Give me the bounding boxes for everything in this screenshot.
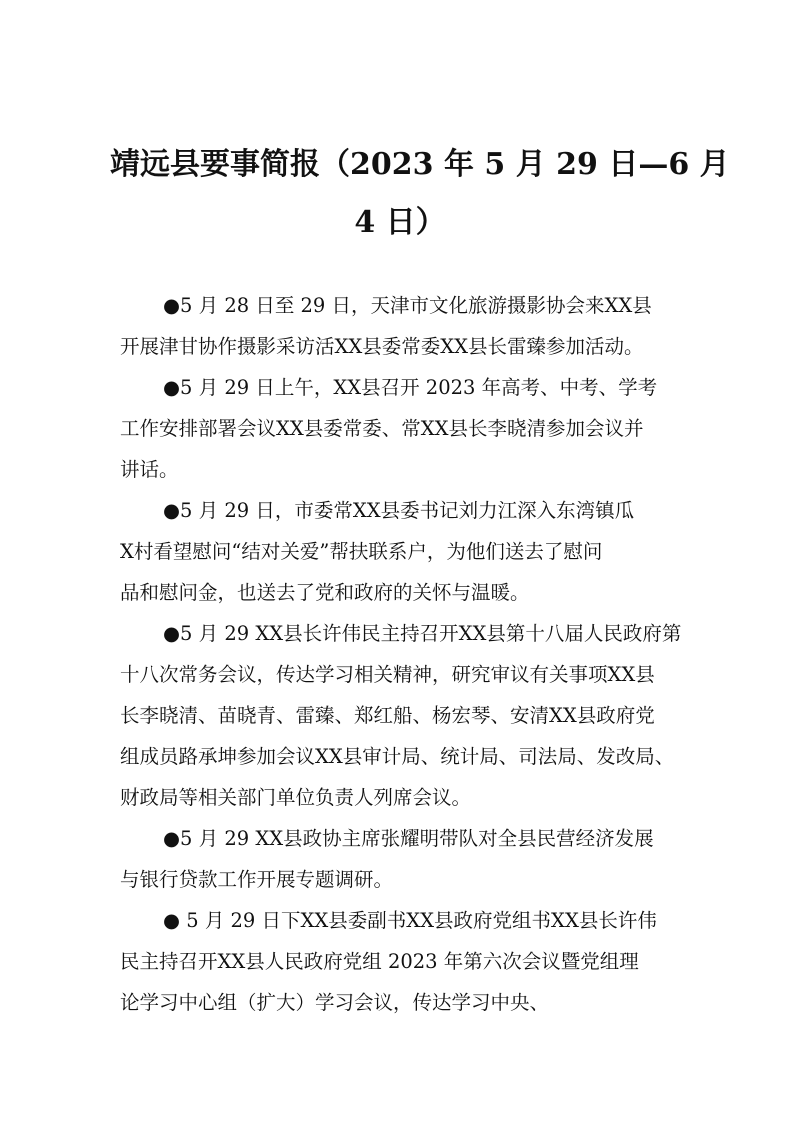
paragraph-line: 民主持召开XX县人民政府党组 2023 年第六次会议暨党组理 bbox=[120, 950, 639, 973]
news-item-1 bbox=[120, 285, 680, 367]
paragraph-line: 开展津甘协作摄影采访活XX县委常委XX县长雷臻参加活动。 bbox=[120, 335, 644, 358]
document-body bbox=[120, 285, 680, 1023]
paragraph-line: ●5 月 29 XX县长许伟民主持召开XX县第十八届人民政府第 bbox=[163, 622, 682, 645]
paragraph-line: 长李晓清、苗晓青、雷臻、郑红船、杨宏琴、安清XX县政府党 bbox=[120, 704, 655, 727]
paragraph-line: ●5 月 29 XX县政协主席张耀明带队对全县民营经济发展 bbox=[163, 827, 654, 850]
paragraph-line: 十八次常务会议，传达学习相关精神，研究审议有关事项XX县 bbox=[120, 663, 655, 686]
paragraph-line: 组成员路承坤参加会议XX县审计局、统计局、司法局、发改局、 bbox=[120, 745, 675, 768]
news-item-5 bbox=[120, 818, 680, 900]
news-item-6 bbox=[120, 900, 680, 1023]
paragraph-line: ●5 月 29 日，市委常XX县委书记刘力江深入东湾镇瓜 bbox=[163, 499, 635, 522]
news-item-2 bbox=[120, 367, 680, 490]
paragraph-line: 与银行贷款工作开展专题调研。 bbox=[120, 868, 394, 891]
news-item-3 bbox=[120, 490, 680, 613]
document-title bbox=[110, 136, 730, 252]
paragraph-line: X村看望慰问“结对关爱”帮扶联系户，为他们送去了慰问 bbox=[120, 540, 603, 563]
paragraph-line: ● 5 月 29 日下XX县委副书XX县政府党组书XX县长许伟 bbox=[163, 909, 657, 932]
title-line-1: 靖远县要事简报（2023 年 5 月 29 日—6 月 bbox=[110, 147, 730, 182]
paragraph-line: 财政局等相关部门单位负责人列席会议。 bbox=[120, 786, 472, 809]
paragraph-line: 工作安排部署会议XX县委常委、常XX县长李晓清参加会议并 bbox=[120, 417, 644, 440]
paragraph-line: 讲话。 bbox=[120, 458, 179, 481]
paragraph-line: ●5 月 29 日上午，XX县召开 2023 年高考、中考、学考 bbox=[163, 376, 658, 399]
paragraph-line: 论学习中心组（扩大）学习会议，传达学习中央、 bbox=[120, 991, 550, 1014]
news-item-4 bbox=[120, 613, 680, 818]
title-line-2: 4 日） bbox=[354, 205, 446, 240]
paragraph-line: ●5 月 28 日至 29 日，天津市文化旅游摄影协会来XX县 bbox=[163, 294, 652, 317]
paragraph-line: 品和慰问金，也送去了党和政府的关怀与温暖。 bbox=[120, 581, 530, 604]
